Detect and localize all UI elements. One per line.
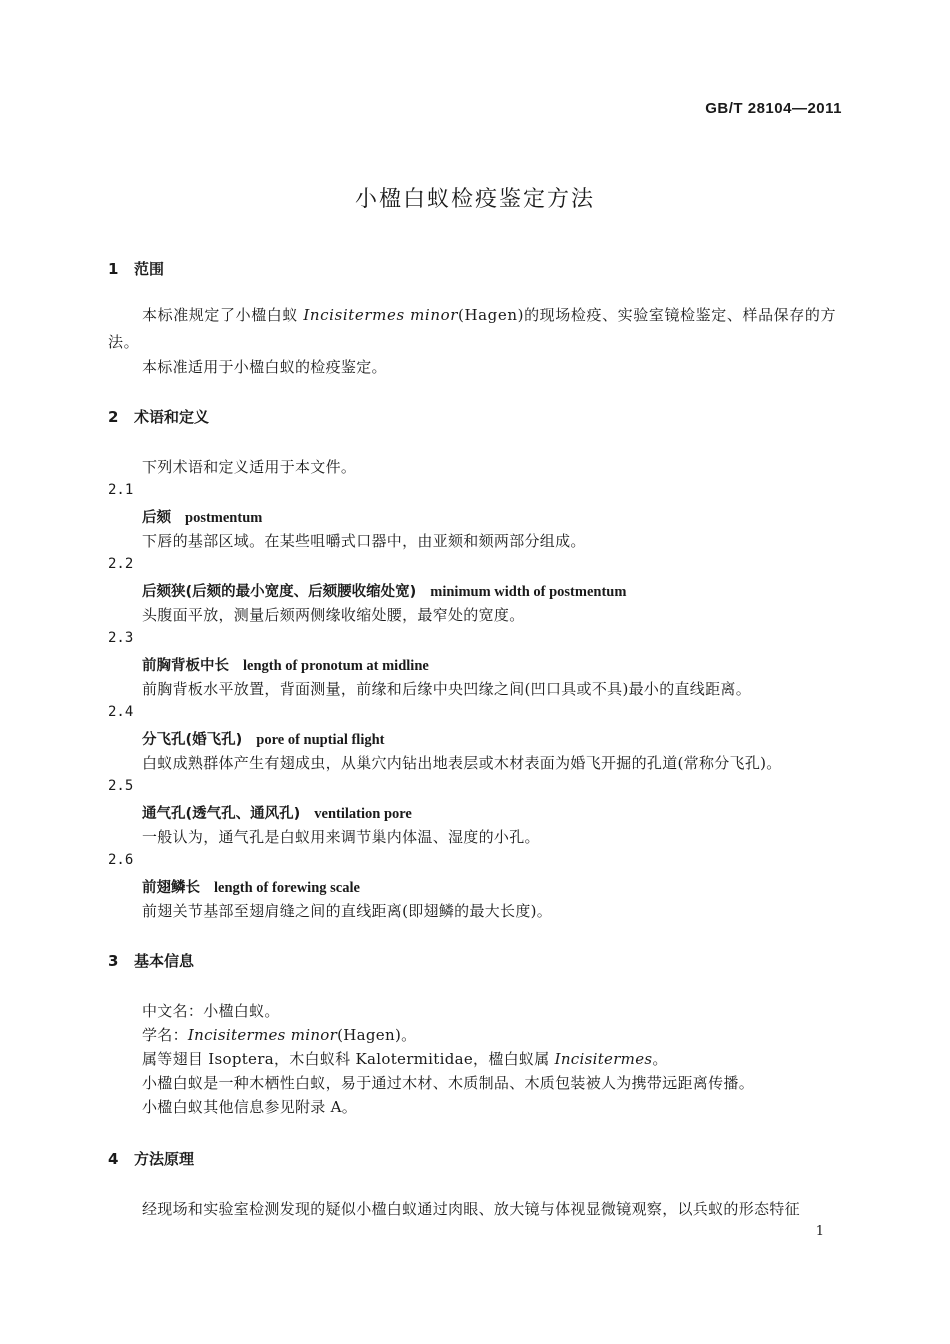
term-definition: 白蚁成熟群体产生有翅成虫，从巢穴内钻出地表层或木材表面为婚飞开掘的孔道(常称分飞孔)。: [142, 754, 782, 772]
section-number: 3: [108, 952, 119, 970]
section-2-heading: [108, 406, 209, 427]
text-run: (Hagen)。: [337, 1026, 417, 1044]
term-definition: 前翅关节基部至翅肩缝之间的直线距离(即翅鳞的最大长度)。: [142, 902, 553, 920]
section-4-heading: [108, 1148, 194, 1169]
term-number: 2.5: [108, 778, 134, 794]
term-number: 2.3: [108, 630, 134, 646]
section-number: 2: [108, 408, 119, 426]
term-title: [142, 802, 412, 823]
term-zh: 前胸背板中长: [142, 658, 229, 674]
info-chinese-name: 中文名：小楹白蚁。: [142, 1002, 280, 1020]
section-3-heading: [108, 950, 194, 971]
section-2-intro: 下列术语和定义适用于本文件。: [142, 458, 357, 476]
term-title: [142, 654, 429, 675]
section-title: 方法原理: [134, 1150, 195, 1168]
section-1-paragraph: [108, 302, 844, 356]
text-run: (Hagen)的现场检疫、实验室镜检鉴定、样品保存的方法。: [108, 306, 837, 351]
term-zh: 后颏狭(后颏的最小宽度、后颏腰收缩处宽): [142, 584, 417, 600]
term-definition: 下唇的基部区域。在某些咀嚼式口器中，由亚颏和颏两部分组成。: [142, 532, 586, 550]
info-taxonomy: [142, 1048, 668, 1069]
species-name: Incisitermes minor: [303, 306, 458, 324]
term-number: 2.6: [108, 852, 134, 868]
section-4-paragraph: 经现场和实验室检测发现的疑似小楹白蚁通过肉眼、放大镜与体视显微镜观察，以兵蚁的形态特征: [142, 1200, 800, 1218]
section-number: 4: [108, 1150, 119, 1168]
term-zh: 分飞孔(婚飞孔): [142, 732, 243, 748]
term-title: [142, 876, 360, 897]
term-zh: 后颏: [142, 510, 171, 526]
text-run: 本标准规定了小楹白蚁: [142, 306, 299, 324]
section-1-heading: [108, 258, 164, 279]
text-run: 学名：: [142, 1026, 188, 1044]
term-en: minimum width of postmentum: [430, 584, 627, 600]
section-title: 术语和定义: [134, 408, 210, 426]
term-definition: 头腹面平放，测量后颏两侧缘收缩处腰，最窄处的宽度。: [142, 606, 525, 624]
section-1-scope-paragraph: 本标准适用于小楹白蚁的检疫鉴定。: [142, 358, 387, 376]
term-en: length of forewing scale: [214, 880, 360, 896]
term-definition: 前胸背板水平放置，背面测量，前缘和后缘中央凹缘之间(凹口具或不具)最小的直线距离。: [142, 680, 752, 698]
page-number: 1: [815, 1224, 824, 1239]
info-scientific-name: [142, 1024, 416, 1045]
term-en: ventilation pore: [314, 806, 412, 822]
term-title: [142, 728, 385, 749]
info-habit: 小楹白蚁是一种木栖性白蚁，易于通过木材、木质制品、木质包装被人为携带远距离传播。: [142, 1074, 755, 1092]
standard-number: GB/T 28104—2011: [705, 100, 842, 117]
term-en: length of pronotum at midline: [243, 658, 429, 674]
section-title: 基本信息: [134, 952, 195, 970]
term-en: pore of nuptial flight: [256, 732, 385, 748]
text-run: 。: [652, 1050, 668, 1068]
term-title: [142, 580, 626, 601]
species-name: Incisitermes minor: [187, 1026, 338, 1044]
term-number: 2.2: [108, 556, 134, 572]
term-definition: 一般认为，通气孔是白蚁用来调节巢内体温、湿度的小孔。: [142, 828, 540, 846]
term-number: 2.4: [108, 704, 134, 720]
term-zh: 前翅鳞长: [142, 880, 200, 896]
document-title: 小楹白蚁检疫鉴定方法: [354, 187, 595, 212]
genus-name: Incisitermes: [554, 1050, 653, 1068]
term-en: postmentum: [185, 510, 263, 526]
term-title: [142, 506, 262, 527]
section-number: 1: [108, 260, 119, 278]
term-number: 2.1: [108, 482, 134, 498]
text-run: 属等翅目 Isoptera，木白蚁科 Kalotermitidae，楹白蚁属: [142, 1050, 550, 1068]
term-zh: 通气孔(透气孔、通风孔): [142, 806, 301, 822]
info-appendix-ref: 小楹白蚁其他信息参见附录 A。: [142, 1098, 358, 1116]
section-title: 范围: [134, 260, 165, 278]
